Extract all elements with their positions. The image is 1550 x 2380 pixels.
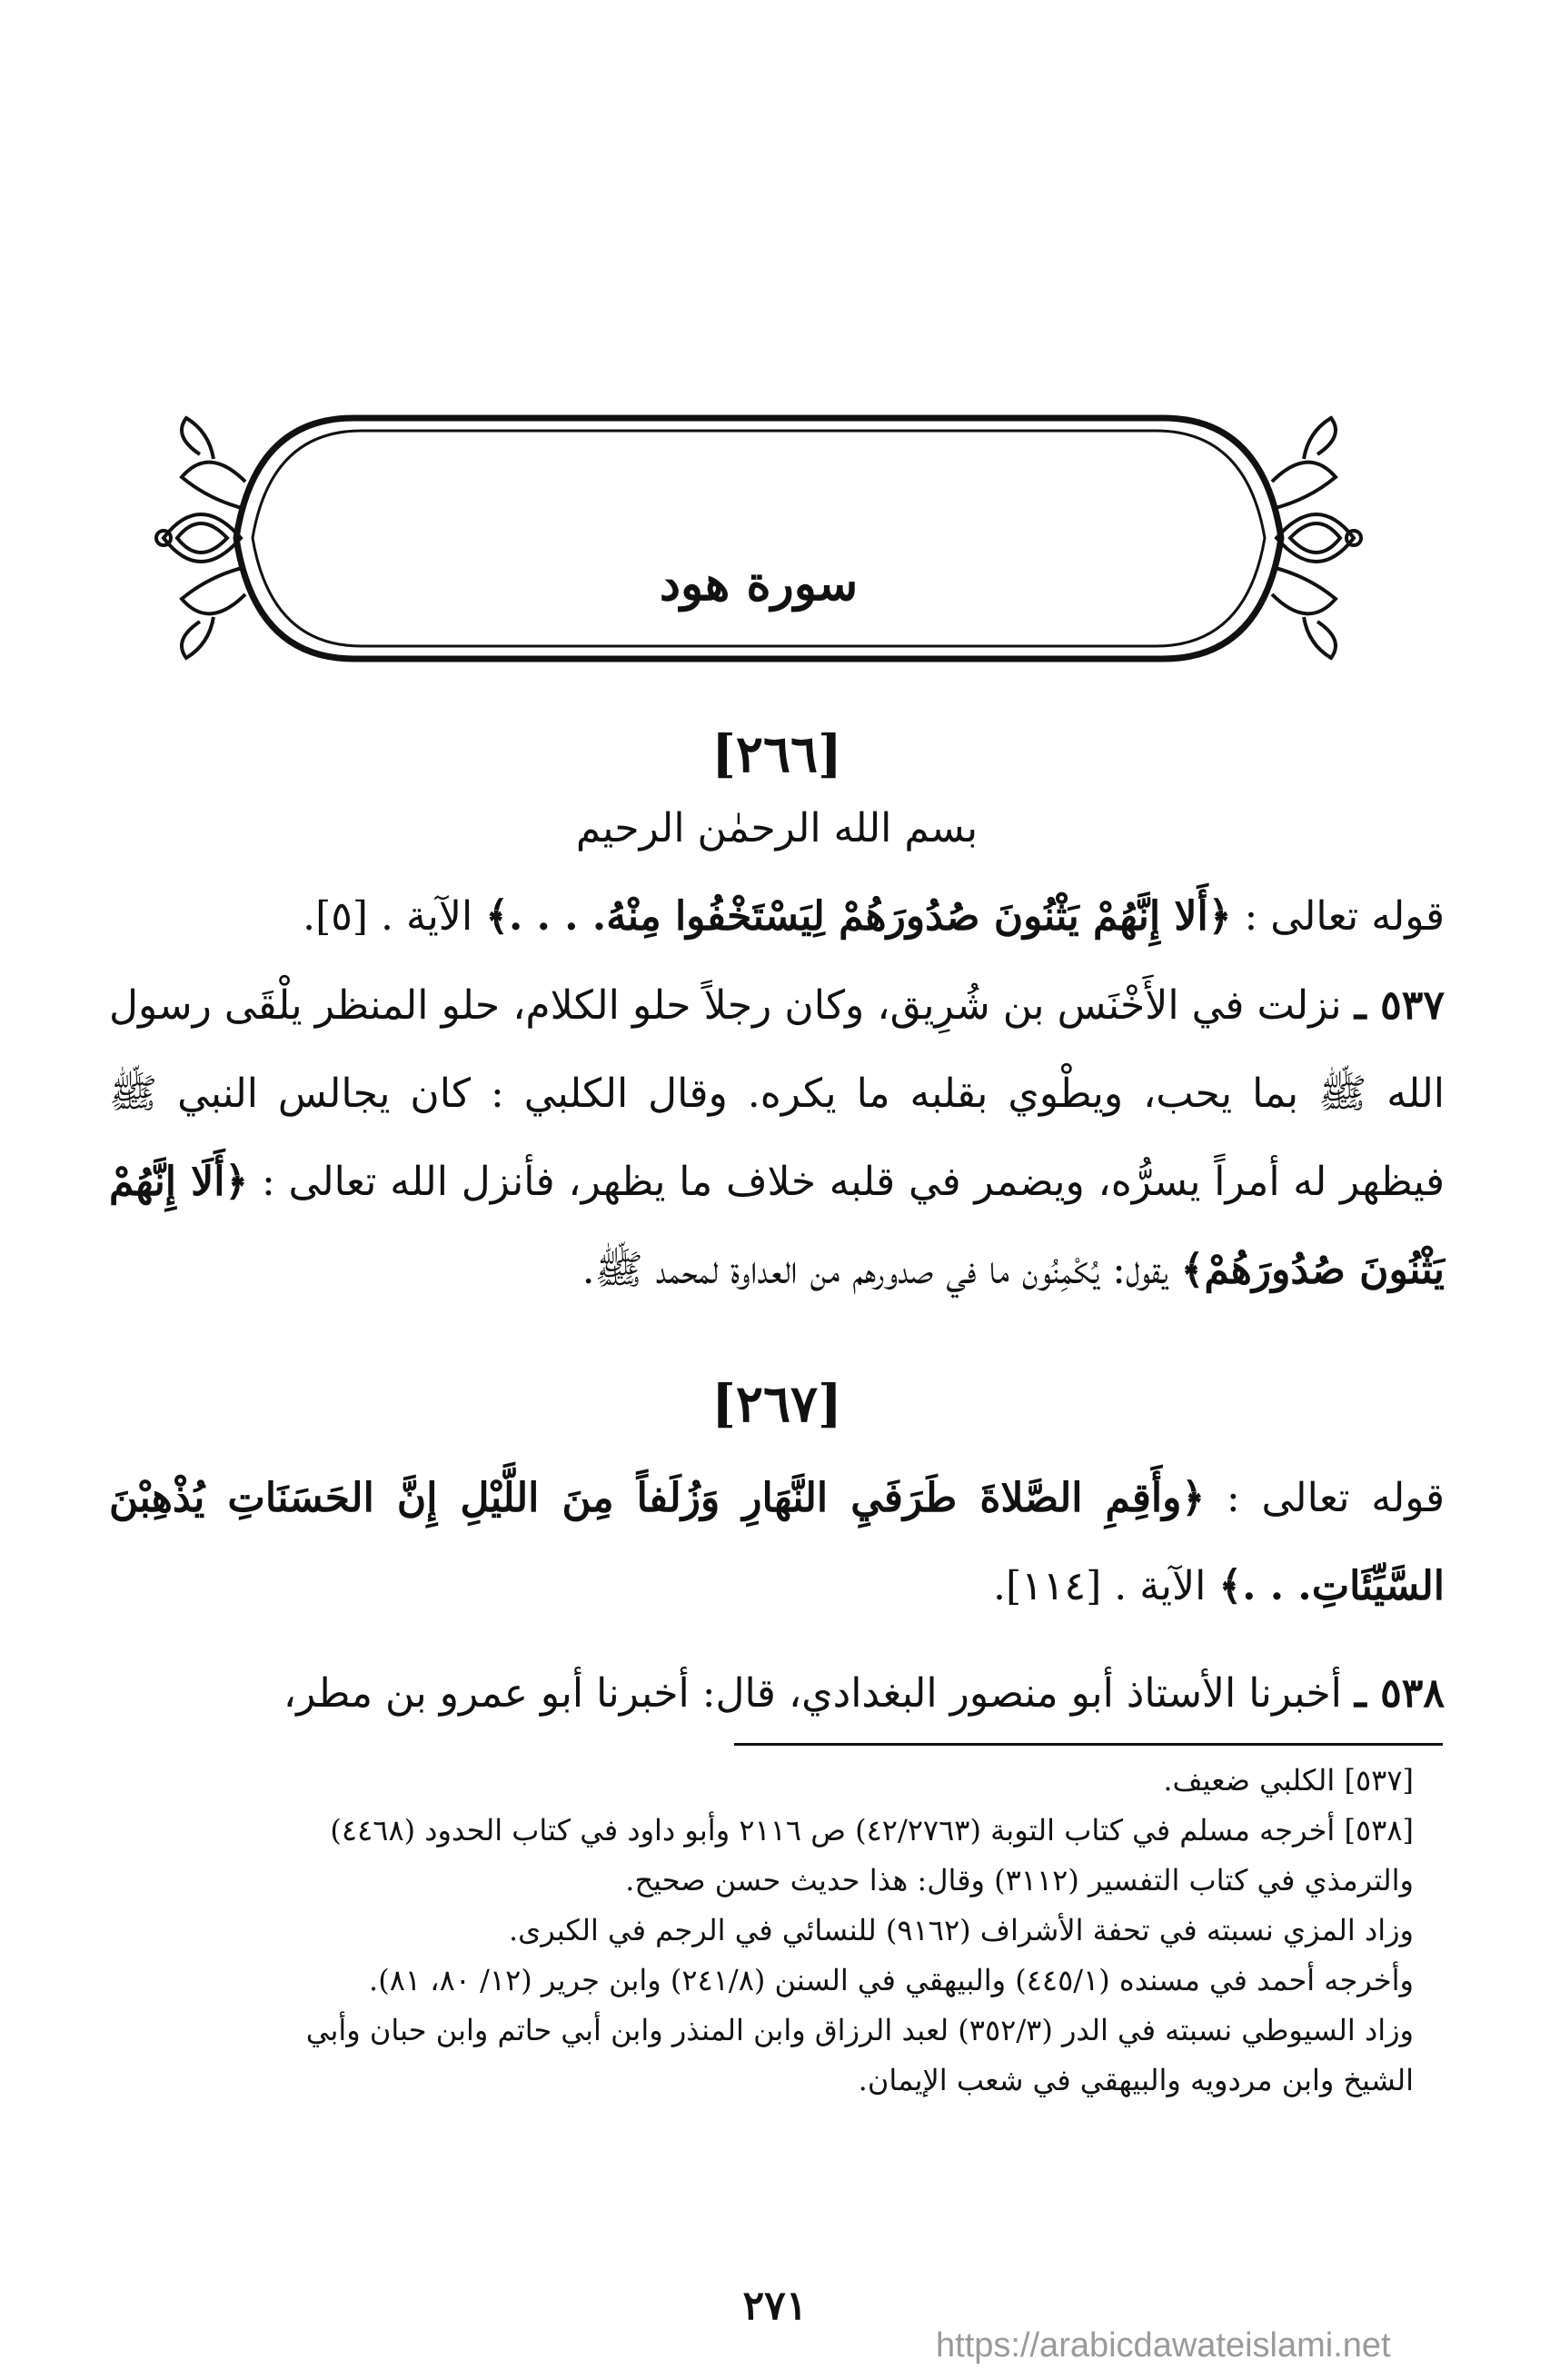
surah-title: سورة هود	[659, 556, 859, 612]
hadith-paragraph	[109, 961, 1445, 1314]
quran-close-bracket: ﴾	[1218, 1563, 1243, 1609]
verse-intro: قوله تعالى :	[1244, 893, 1445, 940]
quran-open-bracket: ﴿	[1181, 1475, 1206, 1521]
section-number: [٢٦٧]	[711, 1374, 842, 1434]
verse-intro: قوله تعالى :	[1226, 1475, 1445, 1521]
hadith-text: أخبرنا الأستاذ أبو منصور البغدادي، قال: أخبرنا أبو عمرو بن مطر،	[283, 1670, 1342, 1717]
quran-verse: أَلا إِنَّهُمْ يَثْنُونَ صُدُورَهُمْ لِيَسْتَخْفُوا مِنْهُ. . . .	[508, 893, 1208, 940]
hadith-paragraph	[109, 1649, 1445, 1738]
footnotes	[105, 1756, 1414, 2106]
hadith-number: ٥٣٨ ـ	[1354, 1670, 1445, 1717]
surah-header-frame	[145, 400, 1372, 677]
quran-open-bracket: ﴿	[224, 1159, 249, 1205]
footnote-line: وزاد المزي نسبته في تحفة الأشراف (٩١٦٢) للنسائي في الرجم في الكبرى.	[509, 1913, 1414, 1947]
section-number: [٢٦٦]	[711, 724, 842, 784]
footnote-line: [٥٣٨] أخرجه مسلم في كتاب التوبة (٤٢/٢٧٦٣) ص ٢١١٦ وأبو داود في كتاب الحدود (٤٤٦٨)	[330, 1813, 1414, 1847]
footnote-line: وأخرجه أحمد في مسنده (٤٤٥/١) والبيهقي في السنن (٢٤١/٨) وابن جرير (١٢/ ٨٠، ٨١).	[369, 1963, 1414, 1997]
verse-citation	[109, 1454, 1445, 1630]
page-number: ٢٧١	[742, 2283, 808, 2329]
watermark-url: https://arabicdawateislami.net	[936, 2326, 1391, 2365]
verse-reference: الآية . [٥].	[303, 893, 473, 940]
hadith-text: يقول: يُكْمِنُون ما في صدورهم من العداوة لمحمد ﷺ.	[581, 1247, 1168, 1293]
quran-close-bracket: ﴾	[485, 893, 509, 940]
footnote-divider	[734, 1743, 1443, 1746]
verse-reference: الآية . [١١٤].	[993, 1563, 1207, 1609]
footnote-line: [٥٣٧] الكلبي ضعيف.	[1163, 1763, 1414, 1797]
hadith-number: ٥٣٧ ـ	[1354, 982, 1445, 1029]
footnote-line: وزاد السيوطي نسبته في الدر (٣٥٢/٣) لعبد الرزاق وابن المنذر وابن أبي حاتم وابن حبان وأبي	[305, 2013, 1414, 2047]
quran-open-bracket: ﴿	[1207, 893, 1232, 940]
quran-quote: أَلَا إِنَّهُمْ يَثْنُونَ صُدُورَهُمْ	[109, 1159, 1445, 1293]
footnote-line: الشيخ وابن مردويه والبيهقي في شعب الإيمان.	[858, 2063, 1414, 2097]
ornamental-frame-icon	[145, 400, 1372, 677]
basmala: بسم الله الرحمٰن الرحيم	[575, 805, 979, 851]
quran-verse: وأَقِمِ الصَّلاةَ طَرَفَيِ النَّهَارِ وَزُلَفاً مِنَ اللَّيْلِ إِنَّ الحَسَنَاتِ يُذْهِبْنَ السَّيِّئَاتِ. . .	[109, 1475, 1445, 1609]
hadith-text: نزلت في الأَخْنَس بن شُرِيق، وكان رجلاً حلو الكلام، حلو المنظر يلْقَى رسول الله ﷺ بما يحب، ويطْوي بقلبه ما يكره. وقال الكلبي : كان يجالس النبي ﷺ فيظهر له أمراً يسرُّه، ويضمر في قلبه خلاف ما يظهر، فأنزل الله تعالى :	[109, 982, 1445, 1205]
quran-close-bracket: ﴾	[1180, 1247, 1205, 1293]
verse-citation	[109, 872, 1445, 961]
footnote-line: والترمذي في كتاب التفسير (٣١١٢) وقال: هذا حديث حسن صحيح.	[625, 1863, 1414, 1897]
